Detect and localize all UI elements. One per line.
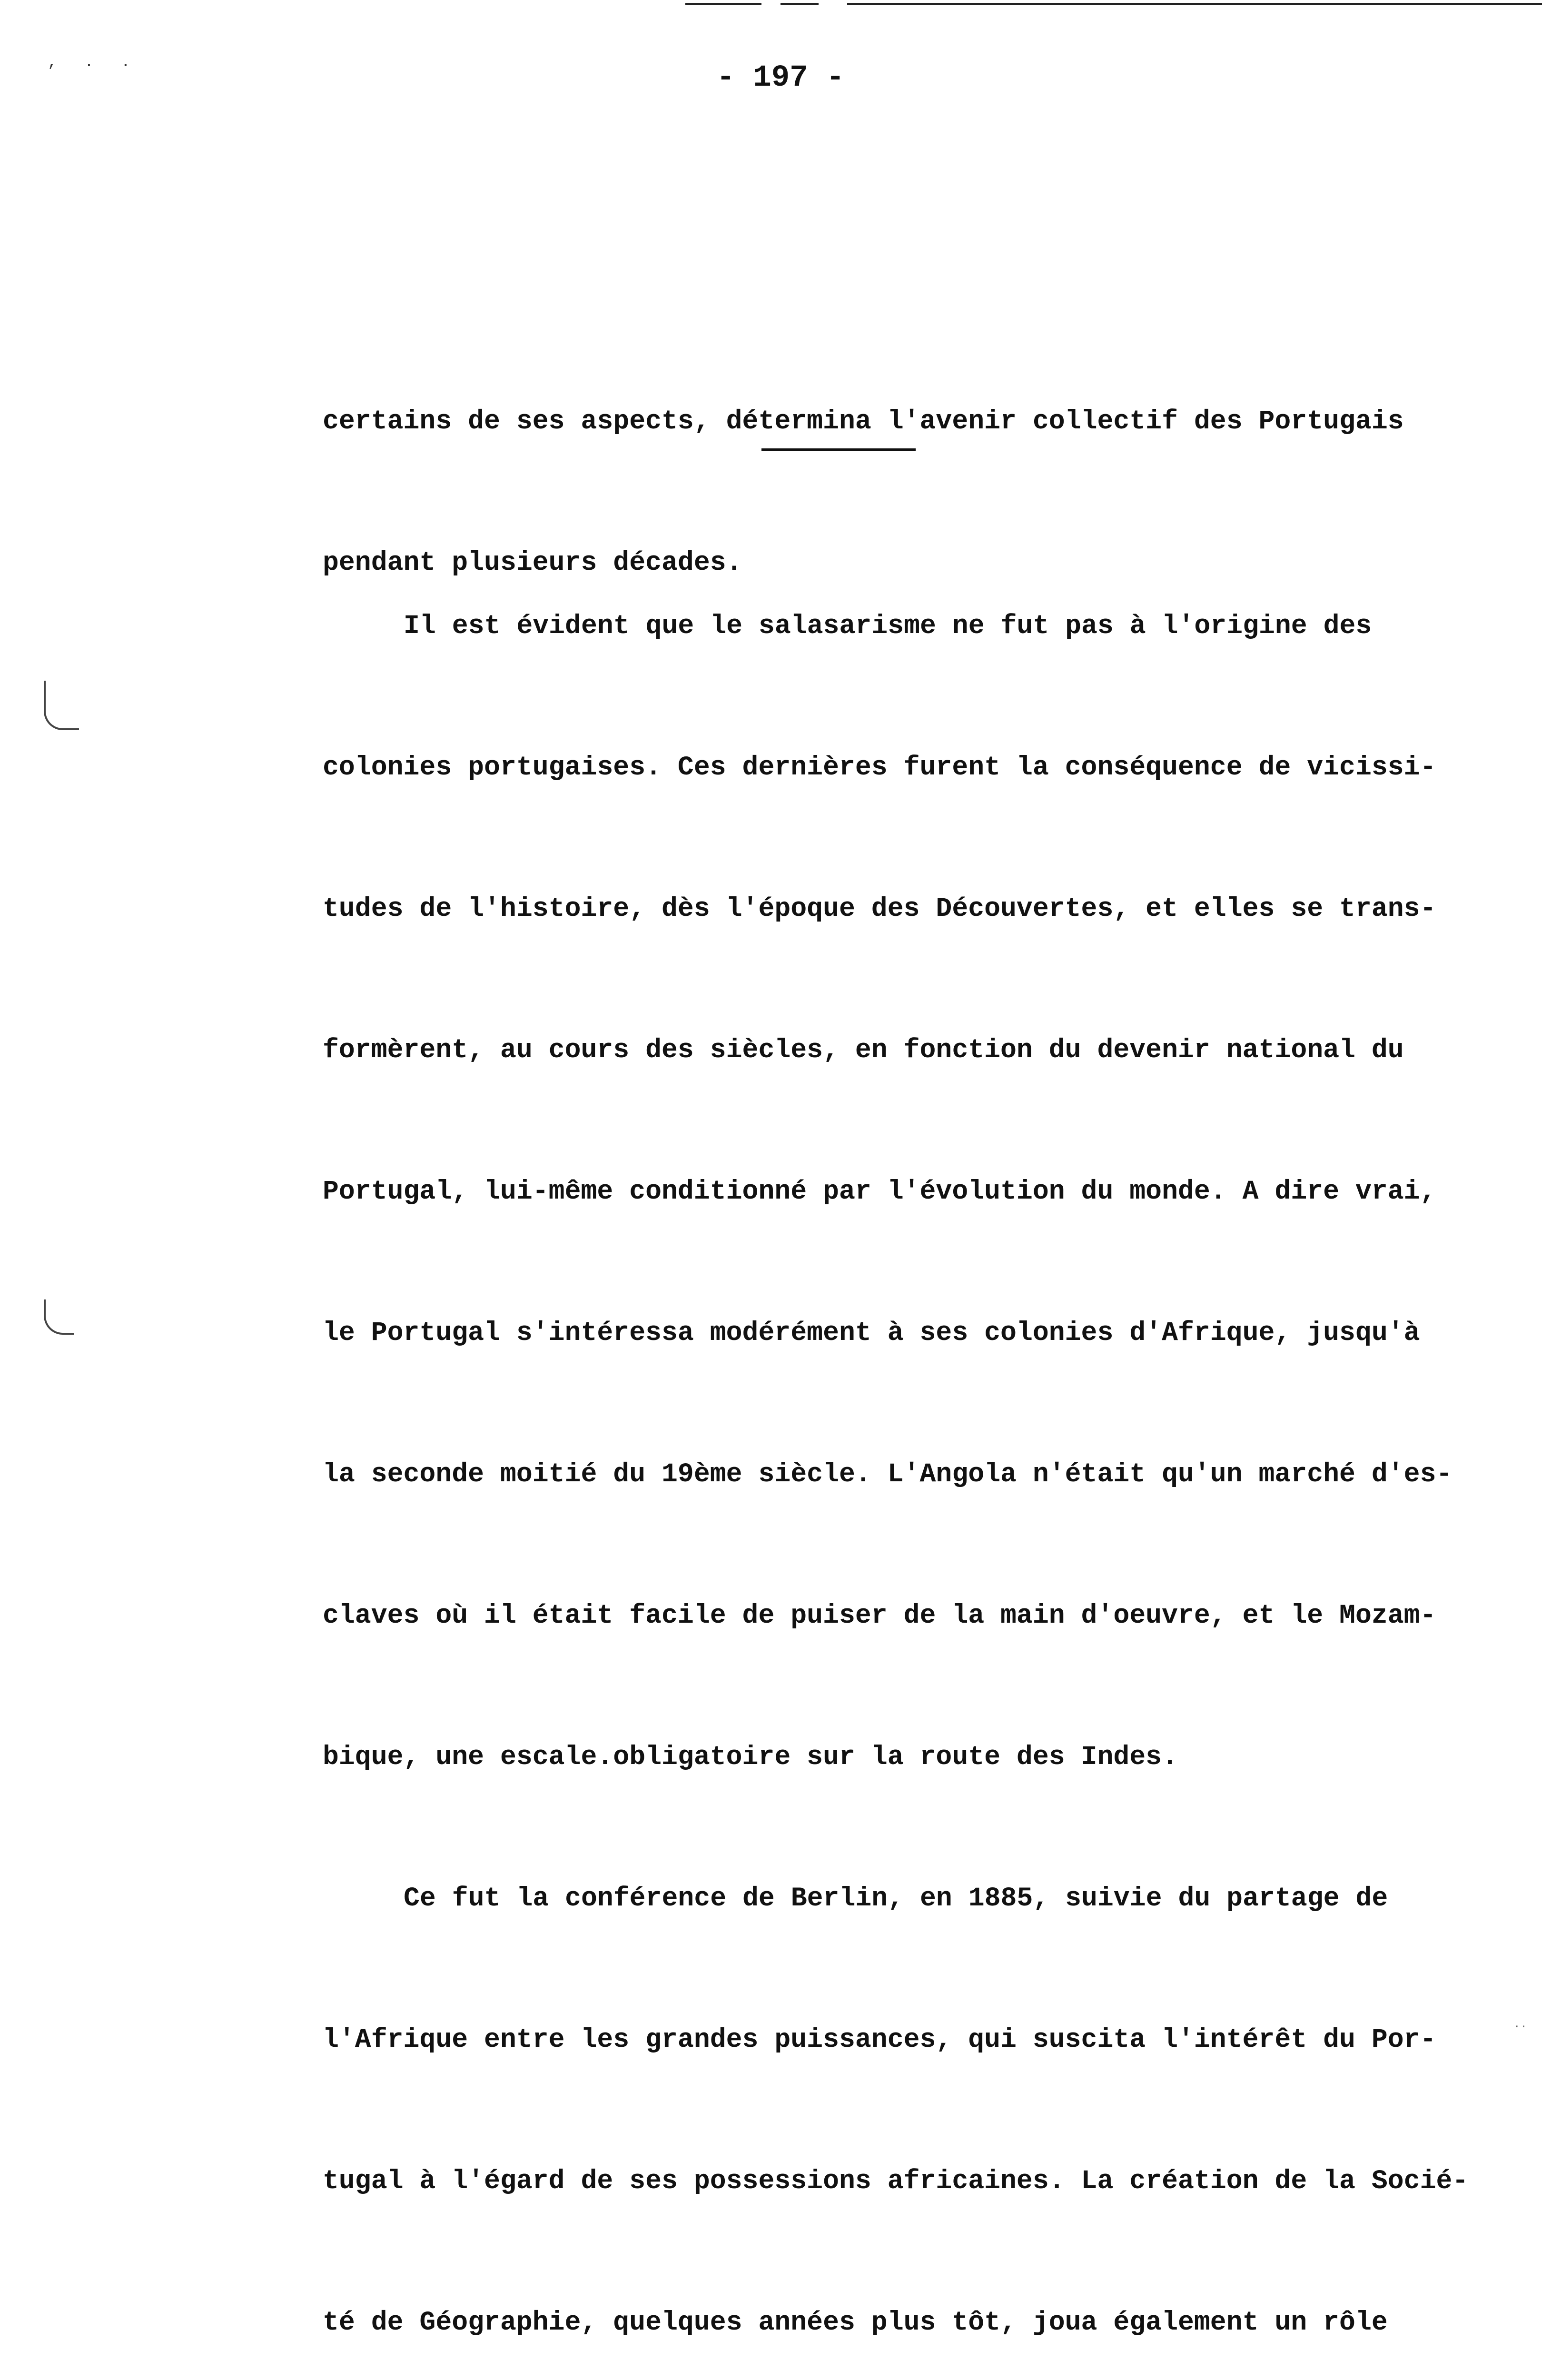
binding-mark [44,1299,74,1335]
scan-speck: .. [1513,2018,1527,2031]
text-line: colonies portugaises. Ces dernières furent la conséquence de vicissi- [323,752,1436,783]
text-line: bique, une escale.obligatoire sur la route des Indes. [323,1742,1178,1772]
text-line: pendant plusieurs décades. [323,547,742,578]
section-divider [761,448,916,451]
scan-edge-line [847,3,1542,5]
text-line: tugal à l'égard de ses possessions africaines. La création de la Socié- [323,2166,1469,2196]
page-number: - 197 - [716,61,845,95]
text-line: claves où il était facile de puiser de la main d'oeuvre, et le Mozam- [323,1600,1436,1631]
text-line: l'Afrique entre les grandes puissances, qui suscita l'intérêt du Por- [323,2024,1436,2055]
text-line: tudes de l'histoire, dès l'époque des Découvertes, et elles se trans- [323,893,1436,924]
text-line: le Portugal s'intéressa modérément à ses colonies d'Afrique, jusqu'à [323,1318,1420,1348]
scan-edge-line [780,3,819,5]
text-line: Portugal, lui-même conditionné par l'évolution du monde. A dire vrai, [323,1176,1436,1207]
text-line: certains de ses aspects, détermina l'avenir collectif des Portugais [323,406,1404,436]
text-line: té de Géographie, quelques années plus tôt, joua également un rôle [323,2307,1388,2338]
text-line: Ce fut la conférence de Berlin, en 1885, suivie du partage de [404,1883,1388,1914]
text-line: Il est évident que le salasarisme ne fut pas à l'origine des [404,611,1372,641]
scan-edge-line [685,3,761,5]
scan-corner-marks: , . . [48,53,139,71]
binding-mark [44,681,79,730]
body-text [323,508,1469,2380]
text-line: formèrent, au cours des siècles, en fonction du devenir national du [323,1035,1404,1065]
text-line: la seconde moitié du 19ème siècle. L'Angola n'était qu'un marché d'es- [323,1459,1452,1489]
